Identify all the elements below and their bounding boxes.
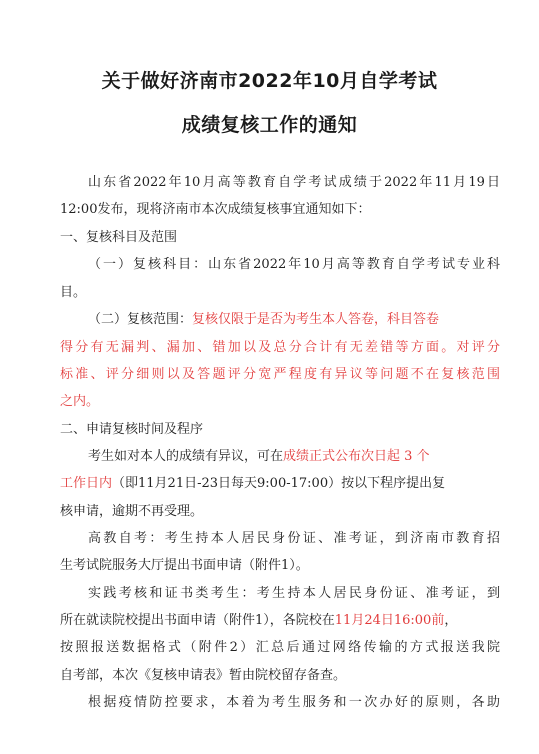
- scope-label: （二）复核范围：: [88, 312, 193, 327]
- paragraph-6-line-2: [60, 612, 500, 630]
- school-deadline-highlight: 11月24日16:00前: [334, 613, 445, 628]
- paragraph-4-line-2: [60, 475, 500, 493]
- title-line-1: 关于做好济南市2022年10月自学考试: [101, 70, 438, 92]
- paragraph-4-line-3: 核申请，逾期不再受理。: [60, 504, 204, 519]
- section-heading-1: 一、复核科目及范围: [60, 230, 178, 245]
- paragraph-2-line-2: 目。: [60, 285, 87, 300]
- school-submit-comma: ，: [444, 613, 458, 628]
- paragraph-3-line-4: 之内。: [60, 394, 100, 409]
- school-submit-text: 所在就读院校提出书面申请（附件1），各院校在: [60, 613, 335, 628]
- section-heading-2: 二、申请复核时间及程序: [60, 422, 204, 437]
- paragraph-3-line-2: 得分有无漏判、漏加、错加以及总分合计有无差错等方面。对评分: [60, 340, 500, 355]
- paragraph-3-line-1: [88, 311, 500, 329]
- paragraph-5-line-1: 高教自考：考生持本人居民身份证、准考证，到济南市教育招: [88, 531, 500, 546]
- scope-highlight: 复核仅限于是否为考生本人答卷，科目答卷: [192, 312, 440, 327]
- paragraph-5-line-2: 生考试院服务大厅提出书面申请（附件1）。: [60, 558, 309, 573]
- paragraph-6-line-4: 自考部，本次《复核申请表》暂由院校留存备查。: [60, 668, 347, 683]
- title-line-2: 成绩复核工作的通知: [181, 114, 358, 136]
- apply-deadline-highlight: 成绩正式公布次日起 3 个: [283, 449, 430, 464]
- paragraph-4-line-1: [88, 448, 500, 466]
- workdays-highlight: 工作日内: [60, 476, 113, 491]
- paragraph-6-line-1: 实践考核和证书类考生：考生持本人居民身份证、准考证，到: [88, 586, 500, 601]
- apply-text: 考生如对本人的成绩有异议，可在: [88, 449, 284, 464]
- paragraph-2-line-1: （一）复核科目：山东省2022年10月高等教育自学考试专业科: [88, 257, 500, 272]
- paragraph-7-line-1: 根据疫情防控要求，本着为考生服务和一次办好的原则，各助: [88, 695, 500, 710]
- paragraph-1-line-1: 山东省2022年10月高等教育自学考试成绩于2022年11月19日: [88, 175, 500, 190]
- paragraph-1-line-2: 12:00发布，现将济南市本次成绩复核事宜通知如下：: [60, 202, 371, 217]
- apply-time-range: （即11月21日-23日每天9:00-17:00）按以下程序提出复: [112, 476, 446, 491]
- paragraph-3-line-3: 标准、评分细则以及答题评分宽严程度有异议等问题不在复核范围: [60, 367, 500, 382]
- paragraph-6-line-3: 按照报送数据格式（附件2）汇总后通过网络传输的方式报送我院: [60, 640, 500, 655]
